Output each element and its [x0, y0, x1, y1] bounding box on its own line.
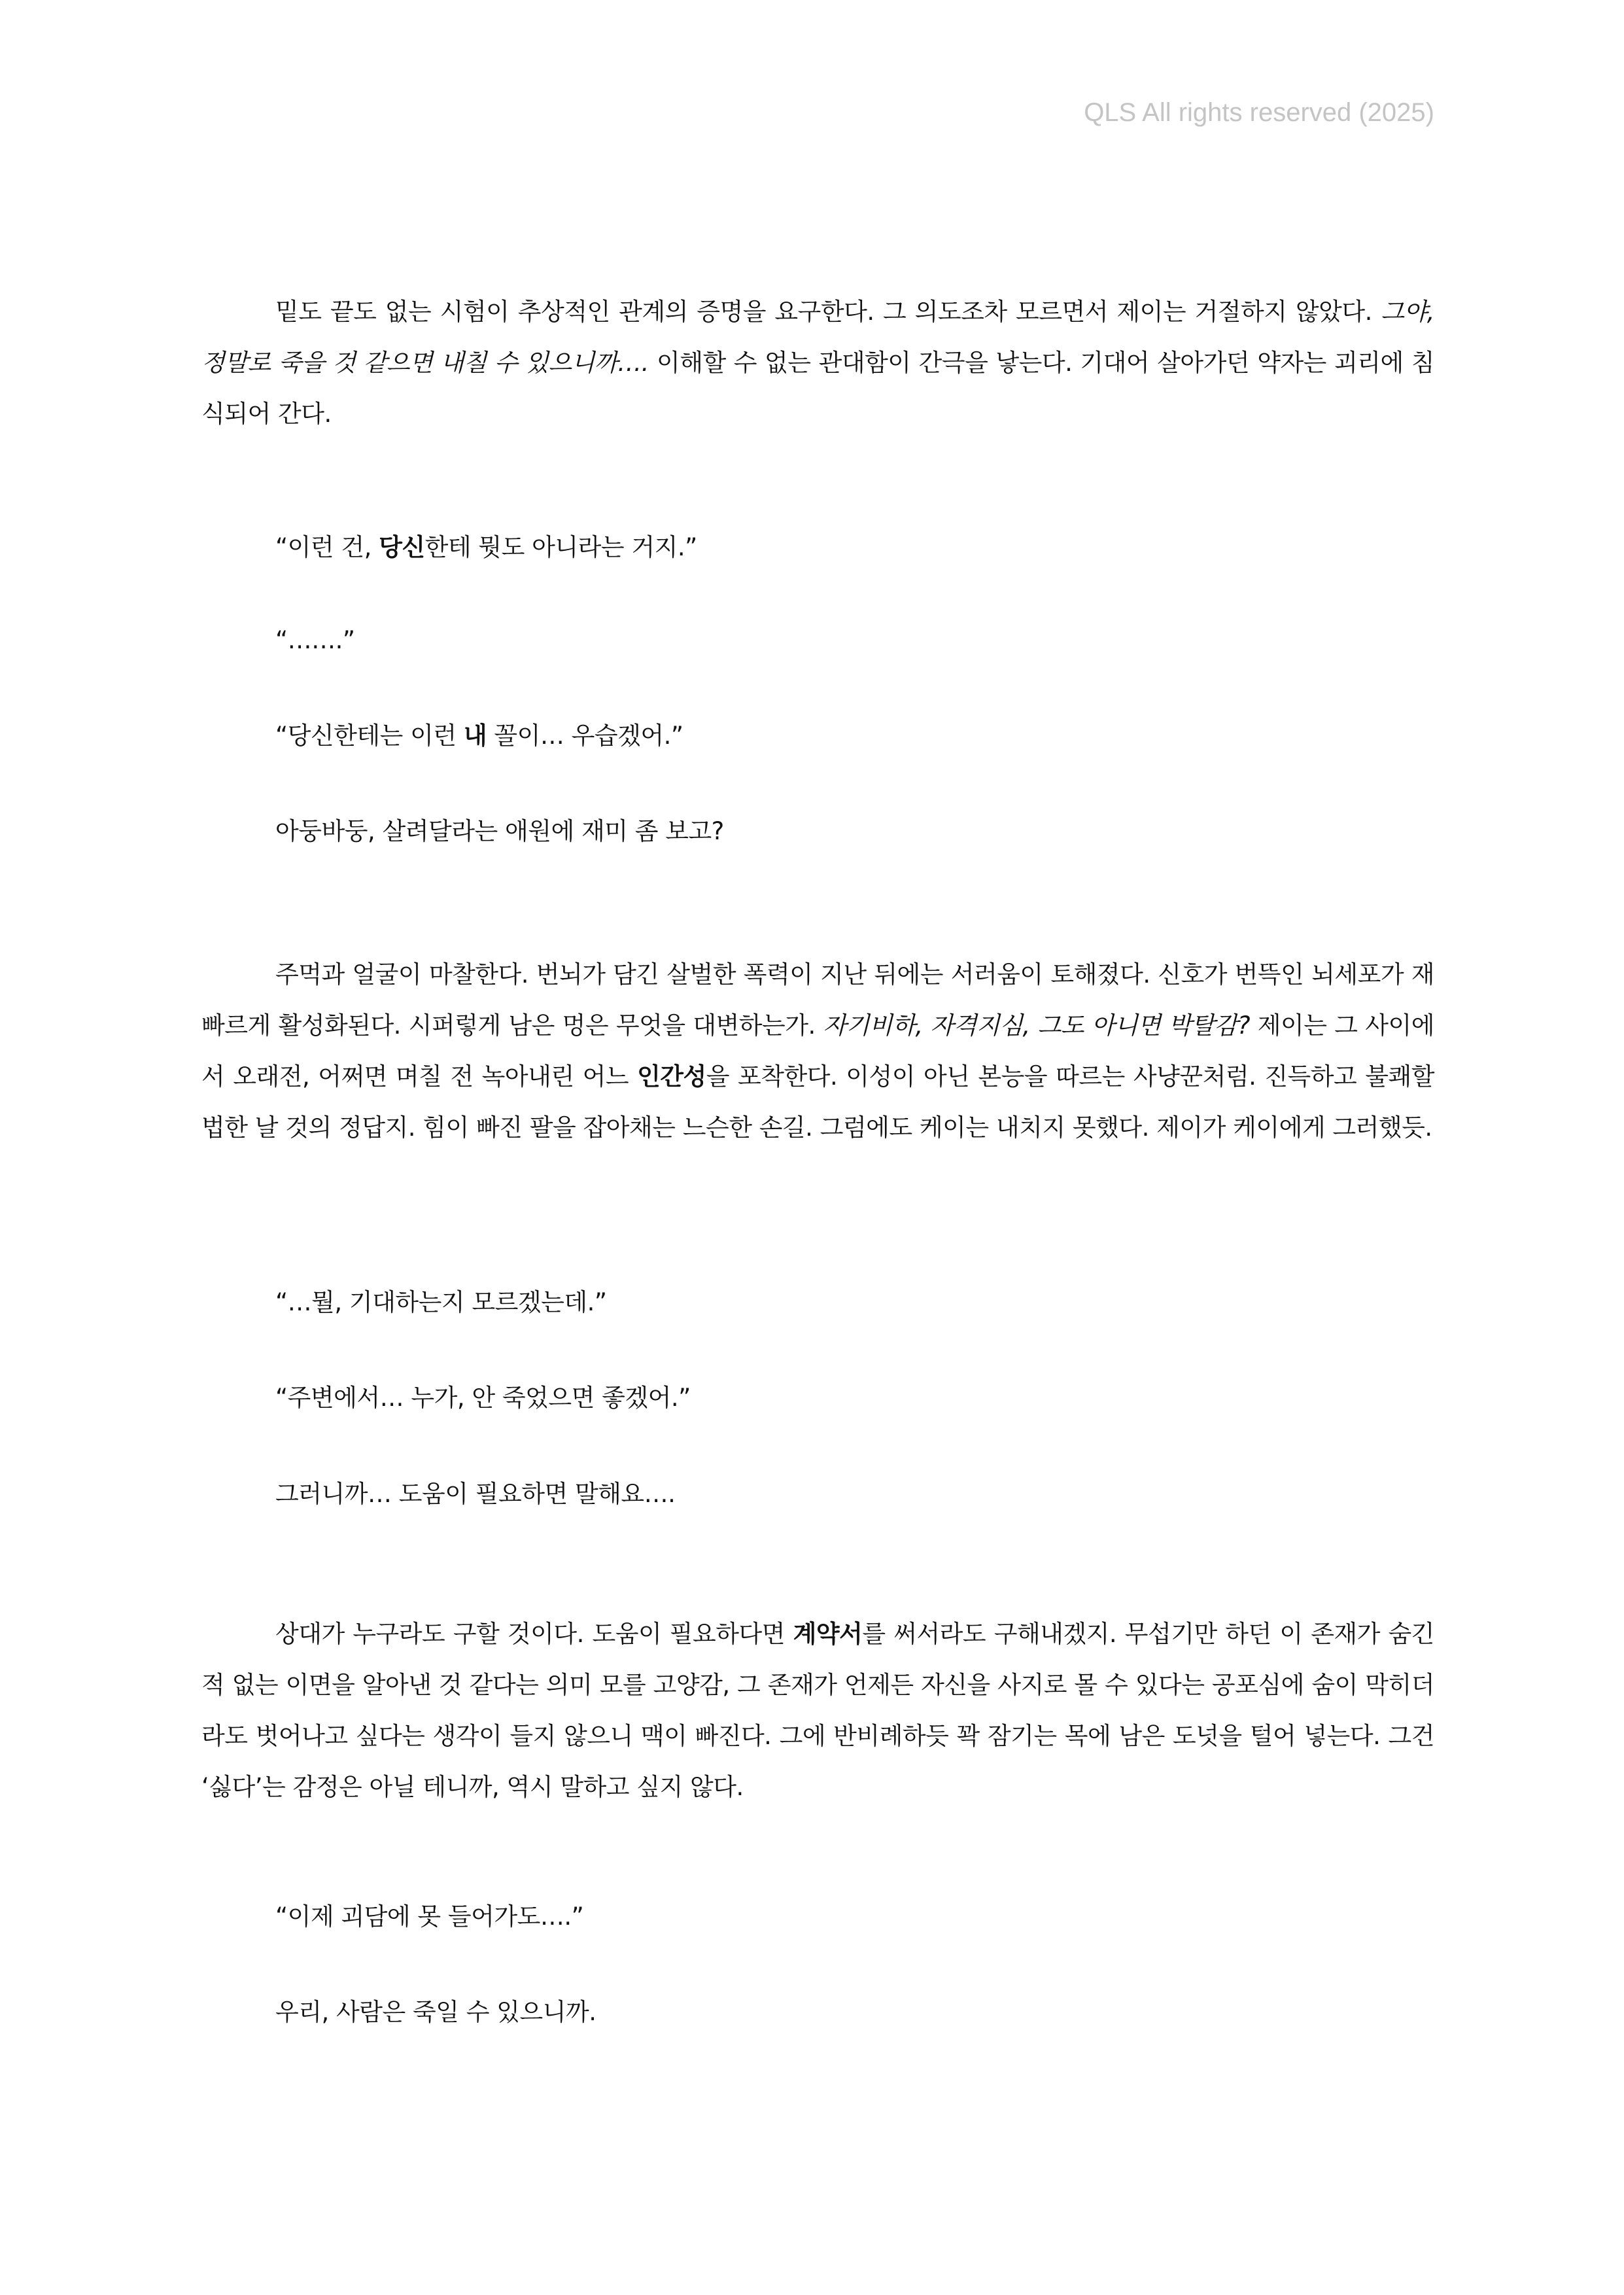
dialogue-8: “이제 괴담에 못 들어가도….”: [275, 1902, 584, 1931]
emphasis: 내: [463, 722, 487, 750]
text: 를 써서라도 구해내겠지. 무섭기만 하던 이 존재가 숨긴 적 없는 이면을 알아낸 것 같다는 의미 모를 고양감, 그 존재가 언제든 자신을 사지로 몰 수 있다는 공포심에 숨이 막히더라도 벗어나고 싶다는 생각이 들지 않으니 맥이 빠진다. 그에 반비례하듯 꽉 잠기는 목에 남은 도넛을 털어 넣는다. 그건 ‘싫다’는 감정은 아닐 테니까, 역시 말하고 싶지 않다.: [201, 1620, 1434, 1801]
text: 이해할 수 없는 관대함이 간극을 낳는다. 기대어 살아가던 약자는 괴리에 침식되어 간다.: [201, 349, 1434, 428]
paragraph-2: [201, 949, 1434, 1153]
text: 주먹과 얼굴이 마찰한다. 번뇌가 담긴 살벌한 폭력이 지난 뒤에는 서러움이 토해졌다. 신호가 번뜩인 뇌세포가 재빠르게 활성화된다. 시퍼렇게 남은 멍은 무엇을 대변하는가.: [201, 960, 1434, 1040]
dialogue-5: “…뭘, 기대하는지 모르겠는데.”: [275, 1288, 607, 1316]
text: 제이는 그 사이에서 오래전, 어쩌면 며칠 전 녹아내린 어느: [201, 1011, 1434, 1091]
dialogue-2: “…….”: [275, 626, 355, 654]
paragraph-3: [201, 1609, 1434, 1813]
dialogue-1: [201, 522, 1434, 573]
text: 꼴이… 우습겠어.”: [487, 722, 683, 750]
text: “이런 건,: [275, 533, 379, 561]
italic-thought: 그야, 정말로 죽을 것 같으면 내칠 수 있으니까….: [201, 298, 1434, 377]
dialogue-4: 아둥바둥, 살려달라는 애원에 재미 좀 보고?: [275, 817, 724, 845]
dialogue-9: 우리, 사람은 죽일 수 있으니까.: [275, 1998, 596, 2026]
emphasis: 당신: [379, 533, 425, 561]
italic-thought: 자기비하, 자격지심, 그도 아니면 박탈감?: [823, 1011, 1251, 1040]
dialogue-3: [201, 710, 1434, 762]
text: 을 포착한다. 이성이 아닌 본능을 따르는 사냥꾼처럼. 진득하고 불쾌할 법한 날 것의 정답지. 힘이 빠진 팔을 잡아채는 느슨한 손길. 그럼에도 케이는 내치지 못했다. 제이가 케이에게 그러했듯.: [201, 1062, 1435, 1142]
dialogue-6: “주변에서… 누가, 안 죽었으면 좋겠어.”: [275, 1384, 691, 1412]
copyright-header: QLS All rights reserved (2025): [1084, 98, 1434, 127]
text: “당신한테는 이런: [275, 722, 464, 750]
paragraph-1: [201, 287, 1434, 440]
emphasis: 계약서: [793, 1620, 863, 1648]
emphasis: 인간성: [637, 1062, 706, 1091]
text: 상대가 누구라도 구할 것이다. 도움이 필요하다면: [275, 1620, 793, 1648]
text: 밑도 끝도 없는 시험이 추상적인 관계의 증명을 요구한다. 그 의도조차 모르면서 제이는 거절하지 않았다.: [275, 298, 1381, 326]
text: 한테 뭣도 아니라는 거지.”: [424, 533, 697, 561]
dialogue-7: 그러니까… 도움이 필요하면 말해요….: [275, 1480, 676, 1508]
